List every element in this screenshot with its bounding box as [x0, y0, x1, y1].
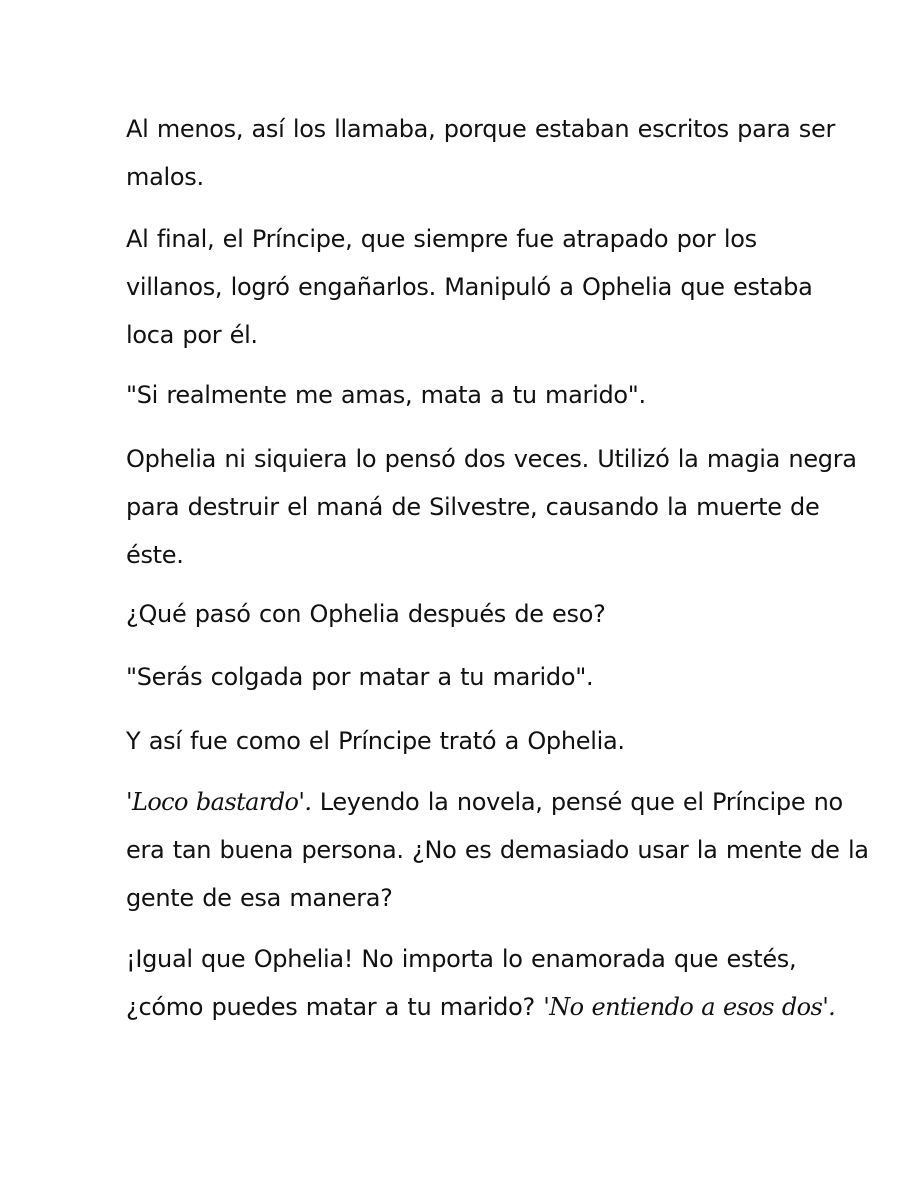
- text-line: Y así fue como el Príncipe trató a Ophelia.: [126, 727, 625, 755]
- paragraph-9: [126, 935, 836, 1031]
- italic-thought: 'No entiendo a esos dos'.: [543, 993, 836, 1021]
- paragraph-4: [126, 435, 857, 579]
- paragraph-5: [126, 590, 796, 638]
- paragraph-2: [126, 215, 813, 359]
- text-line: gente de esa manera?: [126, 884, 393, 912]
- text-line: para destruir el maná de Silvestre, causando la muerte de: [126, 493, 820, 521]
- paragraph-7: [126, 717, 796, 765]
- text-line: ¿Qué pasó con Ophelia después de eso?: [126, 600, 606, 628]
- text-run: ¿cómo puedes matar a tu marido?: [126, 993, 544, 1021]
- text-line: Al menos, así los llamaba, porque estaban escritos para ser: [126, 115, 836, 143]
- text-line: éste.: [126, 541, 184, 569]
- paragraph-8: [126, 778, 869, 922]
- paragraph-6-quote: [126, 653, 796, 701]
- text-line: [126, 778, 843, 826]
- text-line: ¡Igual que Ophelia! No importa lo enamorada que estés,: [126, 945, 797, 973]
- paragraph-1: [126, 105, 836, 201]
- text-line: Al final, el Príncipe, que siempre fue atrapado por los: [126, 225, 757, 253]
- italic-thought: 'Loco bastardo'.: [126, 788, 312, 816]
- text-line: [126, 983, 836, 1031]
- text-line: "Serás colgada por matar a tu marido".: [126, 663, 594, 691]
- text-line: Ophelia ni siquiera lo pensó dos veces. Utilizó la magia negra: [126, 445, 857, 473]
- text-line: villanos, logró engañarlos. Manipuló a Ophelia que estaba: [126, 273, 813, 301]
- text-run: Leyendo la novela, pensé que el Príncipe no: [311, 788, 843, 816]
- text-line: "Si realmente me amas, mata a tu marido".: [126, 381, 646, 409]
- paragraph-3-quote: [126, 371, 796, 419]
- text-line: malos.: [126, 163, 204, 191]
- text-line: loca por él.: [126, 321, 258, 349]
- text-line: era tan buena persona. ¿No es demasiado usar la mente de la: [126, 836, 869, 864]
